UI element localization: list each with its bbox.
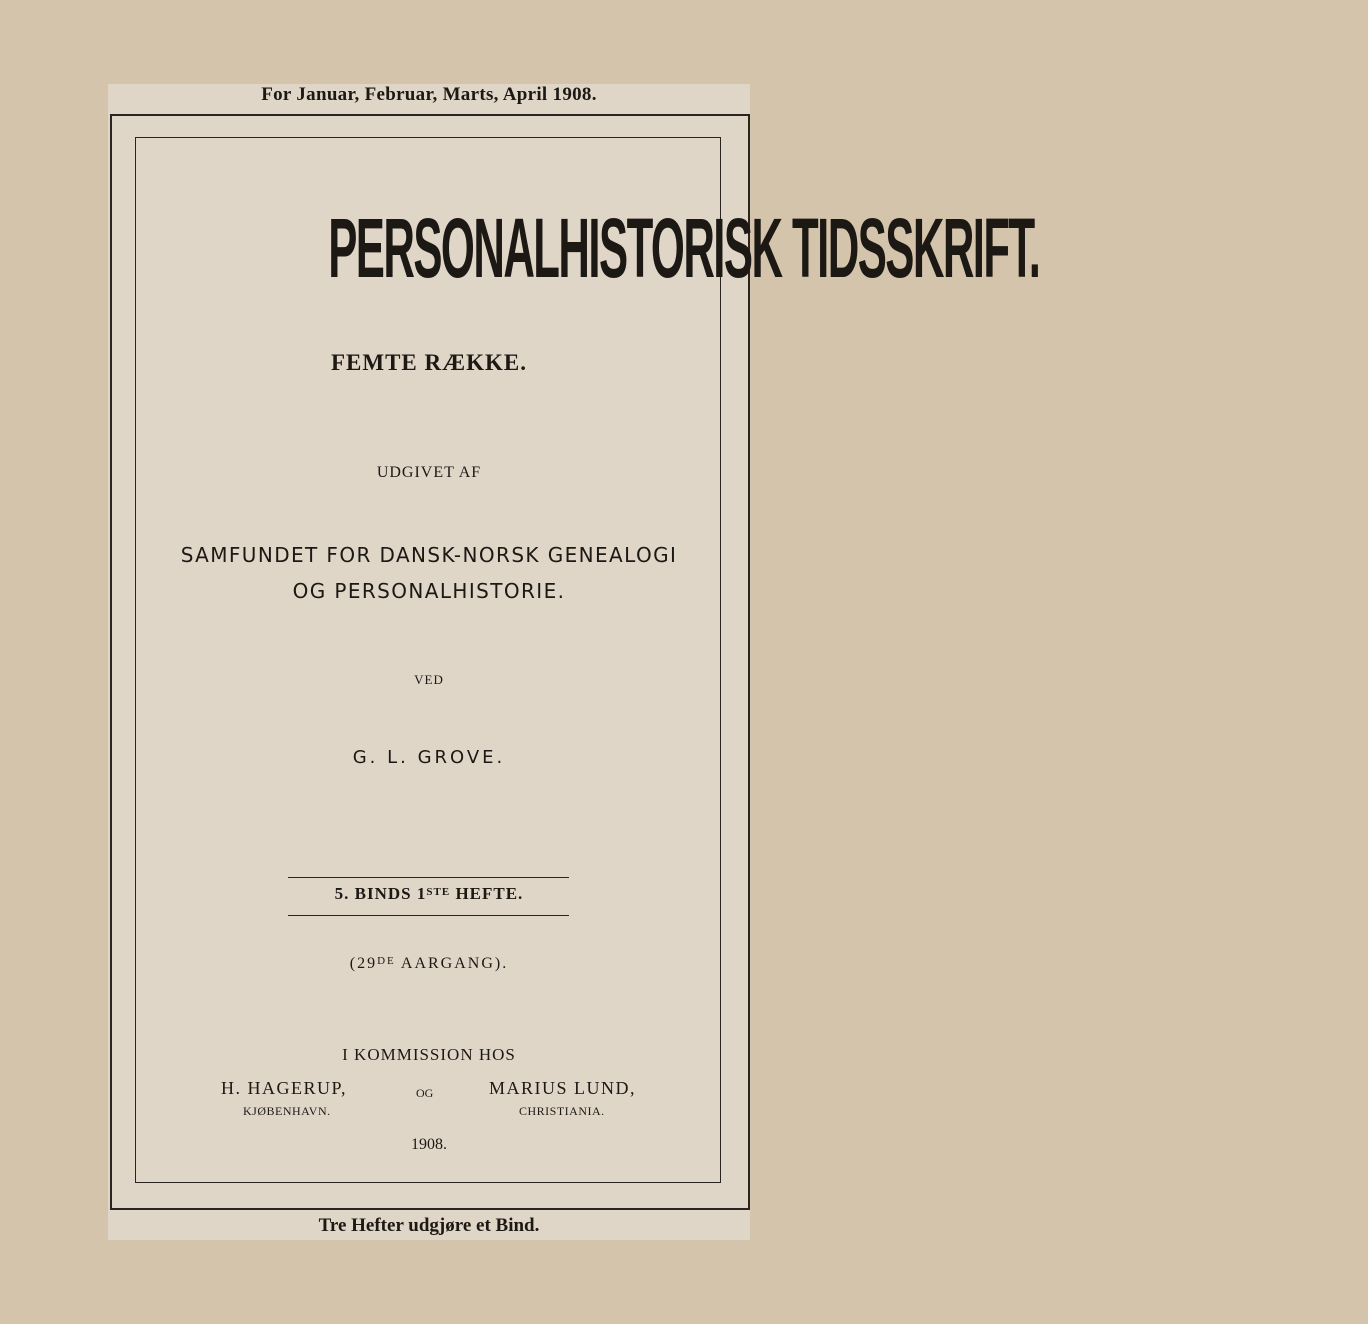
series-label: FEMTE RÆKKE.: [330, 350, 527, 375]
by-label: VED: [414, 672, 444, 687]
society-line-1: SAMFUNDET FOR DANSK-NORSK GENEALOGI: [180, 543, 678, 567]
conjunction: OG: [416, 1086, 434, 1100]
publisher-left-city: KJØBENHAVN.: [243, 1104, 331, 1118]
publication-year: 1908.: [411, 1136, 447, 1153]
published-by-label: UDGIVET AF: [376, 464, 482, 481]
footer-note: Tre Hefter udgjøre et Bind.: [318, 1215, 540, 1236]
publisher-right-city: CHRISTIANIA.: [519, 1104, 605, 1118]
volume-label: 5. BINDS 1STE HEFTE.: [334, 884, 524, 903]
society-line-2: OG PERSONALHISTORIE.: [292, 579, 566, 603]
commission-label: I KOMMISSION HOS: [342, 1045, 516, 1064]
editor-name: G. L. GROVE.: [352, 747, 506, 768]
rule-top: [288, 877, 569, 878]
publisher-right-name: MARIUS LUND,: [489, 1078, 637, 1098]
publisher-left-name: H. HAGERUP,: [221, 1078, 348, 1098]
journal-title: PERSONALHISTORISK TIDSSKRIFT.: [328, 201, 1040, 295]
society-name: [0, 537, 858, 609]
year-volume-label: (29DE AARGANG).: [349, 955, 509, 972]
rule-bottom: [288, 915, 569, 916]
header-note: For Januar, Februar, Marts, April 1908.: [261, 84, 597, 105]
